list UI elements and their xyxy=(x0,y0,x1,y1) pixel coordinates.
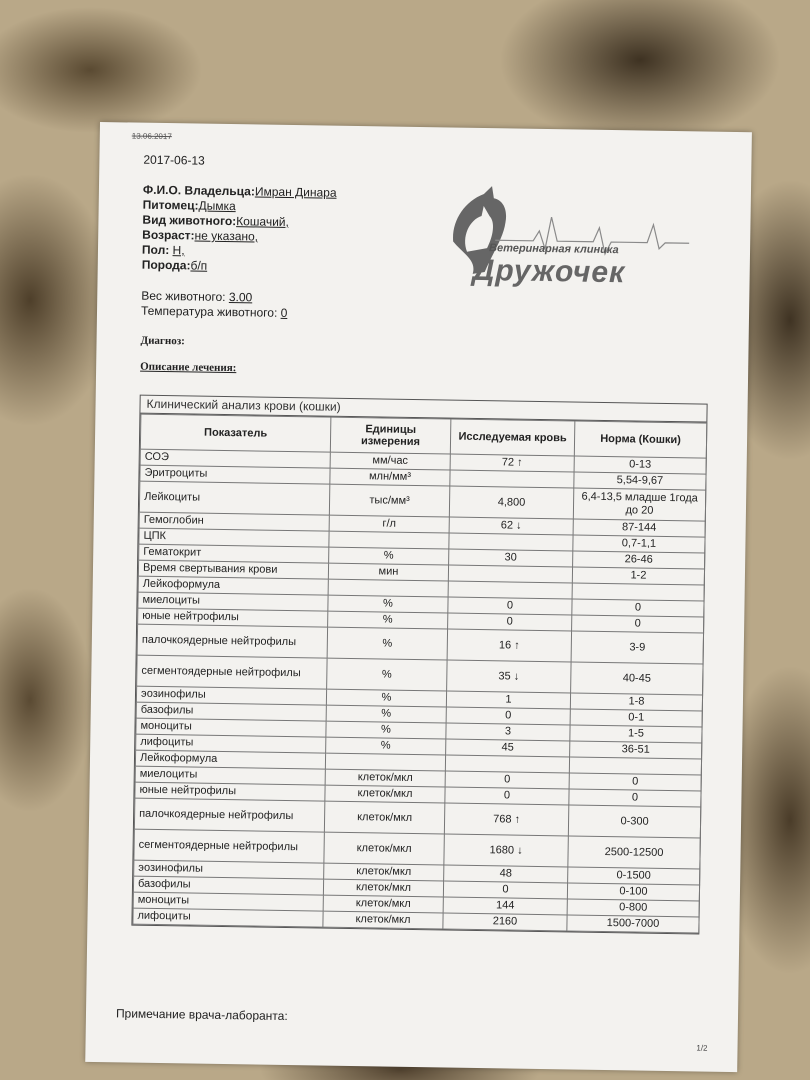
cell-result: 0 xyxy=(445,787,569,805)
age-label: Возраст: xyxy=(142,227,195,243)
cell-indicator: сегментоядерные нейтрофилы xyxy=(137,655,327,689)
cell-units xyxy=(325,753,445,771)
cell-indicator: палочкоядерные нейтрофилы xyxy=(137,624,327,658)
cell-norm: 0 xyxy=(569,773,701,791)
cell-indicator: Гематокрит xyxy=(139,544,329,563)
cell-result: 72 ↑ xyxy=(450,454,574,472)
cell-units: % xyxy=(328,611,448,629)
cell-indicator: лифоциты xyxy=(136,734,326,753)
cell-result: 768 ↑ xyxy=(444,803,568,836)
cell-units: клеток/мкл xyxy=(325,769,445,787)
table-caption: Клинический анализ крови (кошки) xyxy=(140,396,706,423)
cell-result: 4,800 xyxy=(449,486,573,519)
cell-indicator: палочкоядерные нейтрофилы xyxy=(134,798,324,832)
corner-date: 13.06.2017 xyxy=(131,131,172,142)
cell-norm: 26-46 xyxy=(573,551,705,569)
cell-units: % xyxy=(327,658,447,691)
cell-indicator: сегментоядерные нейтрофилы xyxy=(134,829,324,863)
cell-units: г/л xyxy=(329,515,449,533)
cell-result: 45 xyxy=(446,739,570,757)
cell-indicator: Время свертывания крови xyxy=(138,560,328,579)
header-indicator: Показатель xyxy=(140,414,331,452)
cell-units: клеток/мкл xyxy=(323,895,443,913)
cell-norm: 5,54-9,67 xyxy=(574,472,706,490)
lab-note-label: Примечание врача-лаборанта: xyxy=(115,1006,288,1024)
cell-result: 48 xyxy=(444,865,568,883)
cell-indicator: Эритроциты xyxy=(140,465,330,484)
cell-indicator: эозинофилы xyxy=(134,860,324,879)
cell-result: 0 xyxy=(446,707,570,725)
species-label: Вид животного: xyxy=(142,212,237,229)
breed-label: Порода: xyxy=(141,257,191,273)
cell-norm: 0-1 xyxy=(570,709,702,727)
logo-subtitle: Ветеринарная клиника xyxy=(488,242,619,257)
cell-result: 144 xyxy=(443,897,567,915)
cell-units: клеток/мкл xyxy=(324,801,444,834)
pet-label: Питомец: xyxy=(142,197,199,213)
cell-norm: 1500-7000 xyxy=(567,915,699,933)
species-value: Кошачий, xyxy=(236,214,290,229)
cell-result: 0 xyxy=(448,613,572,631)
cell-units: клеток/мкл xyxy=(324,832,444,865)
cell-norm: 1-2 xyxy=(572,567,704,585)
owner-value: Имран Динара xyxy=(254,184,337,200)
cell-indicator: ЦПК xyxy=(139,528,329,547)
weight-value: 3.00 xyxy=(228,290,253,305)
cell-result xyxy=(450,470,574,488)
cell-result: 1 xyxy=(446,691,570,709)
temperature-label: Температура животного: xyxy=(140,303,278,320)
cell-units: % xyxy=(326,689,446,707)
cell-norm: 0-300 xyxy=(568,805,700,838)
cell-result xyxy=(448,581,572,599)
document-page xyxy=(85,122,752,1072)
cell-units: % xyxy=(327,627,447,660)
cell-indicator: миелоциты xyxy=(135,766,325,785)
sex-value: Н, xyxy=(172,243,185,258)
cell-norm: 0-100 xyxy=(567,883,699,901)
cell-norm: 2500-12500 xyxy=(568,836,700,869)
cell-norm: 0-13 xyxy=(574,456,706,474)
cell-units: мм/час xyxy=(330,452,450,470)
cell-units: % xyxy=(326,721,446,739)
cell-norm: 40-45 xyxy=(571,662,703,695)
diagnosis-label: Диагноз: xyxy=(140,334,185,348)
cell-indicator: базофилы xyxy=(133,876,323,895)
cell-units: клеток/мкл xyxy=(325,785,445,803)
cell-result xyxy=(445,755,569,773)
owner-label: Ф.И.О. Владельца: xyxy=(142,182,256,199)
cell-units: клеток/мкл xyxy=(324,863,444,881)
cell-result xyxy=(448,565,572,583)
cell-units: % xyxy=(329,547,449,565)
cell-result xyxy=(449,533,573,551)
cell-units: тыс/мм³ xyxy=(329,484,449,517)
cell-norm: 0 xyxy=(572,615,704,633)
cell-norm: 0-800 xyxy=(567,899,699,917)
cell-indicator: Гемоглобин xyxy=(139,512,329,531)
cell-indicator: моноциты xyxy=(136,718,326,737)
cell-units xyxy=(328,579,448,597)
cell-norm: 0-1500 xyxy=(568,867,700,885)
vitals xyxy=(141,289,288,321)
cell-indicator: юные нейтрофилы xyxy=(138,608,328,627)
cell-norm: 1-8 xyxy=(570,693,702,711)
header-norm: Норма (Кошки) xyxy=(574,421,707,458)
cell-indicator: лифоциты xyxy=(133,908,323,927)
age-value: не указано, xyxy=(194,228,259,244)
cell-indicator: миелоциты xyxy=(138,592,328,611)
cell-units: % xyxy=(328,595,448,613)
cell-indicator: Лейкоформула xyxy=(135,750,325,769)
cell-indicator: Лейкоциты xyxy=(139,481,329,515)
cell-result: 16 ↑ xyxy=(447,629,571,662)
cell-result: 0 xyxy=(443,881,567,899)
document-date: 2017-06-13 xyxy=(143,152,205,168)
cell-result: 30 xyxy=(449,549,573,567)
cell-indicator: эозинофилы xyxy=(136,686,326,705)
cell-result: 3 xyxy=(446,723,570,741)
cell-units: млн/мм³ xyxy=(330,468,450,486)
temperature-value: 0 xyxy=(280,305,288,320)
cell-indicator: СОЭ xyxy=(140,449,330,468)
cell-norm: 0,7-1,1 xyxy=(573,535,705,553)
cell-indicator: моноциты xyxy=(133,892,323,911)
cell-result: 62 ↓ xyxy=(449,517,573,535)
weight-label: Вес животного: xyxy=(141,288,226,304)
cell-norm: 6,4-13,5 младше 1года до 20 xyxy=(573,488,705,521)
cell-result: 0 xyxy=(445,771,569,789)
clinic-logo xyxy=(432,181,694,295)
cell-units: клеток/мкл xyxy=(323,911,443,929)
cell-norm: 0 xyxy=(569,789,701,807)
cell-norm: 3-9 xyxy=(571,631,703,664)
cell-indicator: юные нейтрофилы xyxy=(135,782,325,801)
cell-result: 1680 ↓ xyxy=(444,834,568,867)
cell-units: % xyxy=(326,705,446,723)
treatment-label: Описание лечения: xyxy=(140,360,237,375)
cell-indicator: базофилы xyxy=(136,702,326,721)
blood-test-table xyxy=(131,395,707,935)
cell-units xyxy=(329,531,449,549)
sex-label: Пол: xyxy=(141,242,170,258)
cell-norm: 0 xyxy=(572,599,704,617)
header-result: Исследуемая кровь xyxy=(450,419,575,456)
header-units: Единицы измерения xyxy=(330,417,451,454)
cell-norm: 87-144 xyxy=(573,519,705,537)
cell-norm: 1-5 xyxy=(570,725,702,743)
cell-norm: 36-51 xyxy=(570,741,702,759)
breed-value: б/п xyxy=(190,258,208,273)
cell-indicator: Лейкоформула xyxy=(138,576,328,595)
cell-units: мин xyxy=(328,563,448,581)
cell-units: клеток/мкл xyxy=(323,879,443,897)
cell-units: % xyxy=(326,737,446,755)
pet-value: Дымка xyxy=(198,198,236,214)
logo-name: Дружочек xyxy=(472,253,626,290)
cell-result: 35 ↓ xyxy=(447,660,571,693)
cell-result: 0 xyxy=(448,597,572,615)
patient-info xyxy=(142,183,337,276)
cell-result: 2160 xyxy=(443,913,567,931)
page-number: 1/2 xyxy=(696,1043,708,1053)
